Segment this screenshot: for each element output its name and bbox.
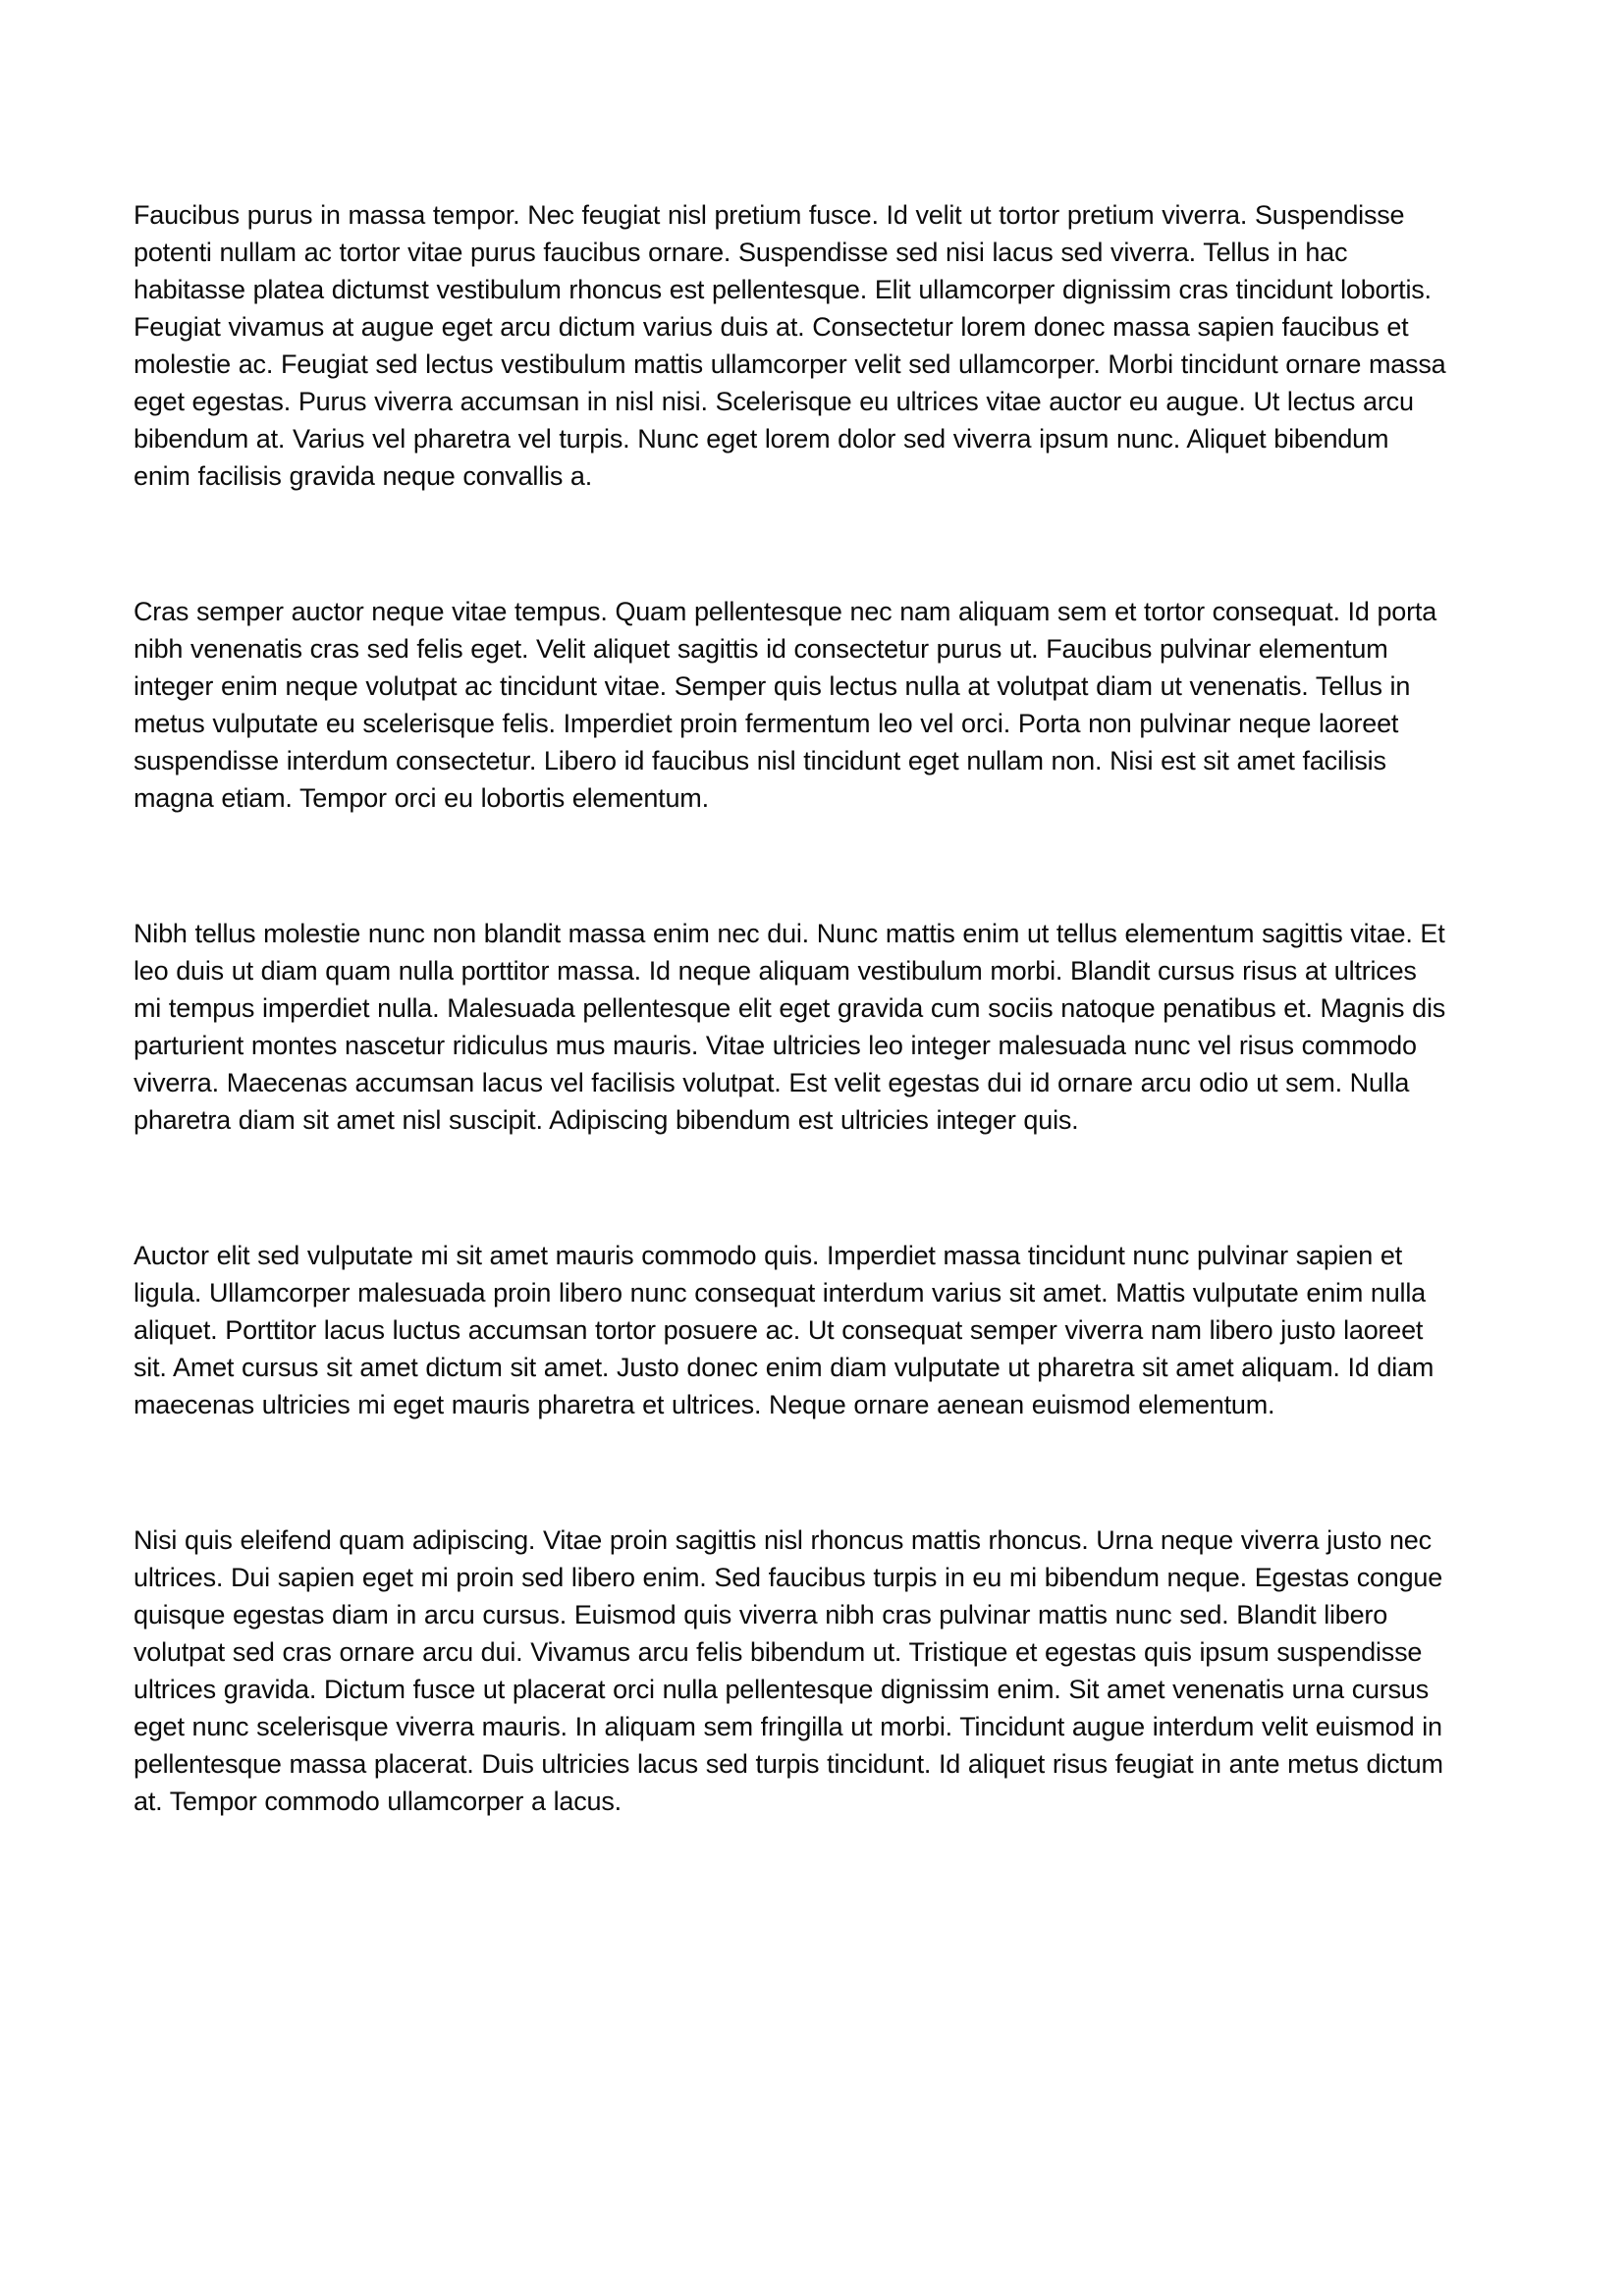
paragraph-2: Cras semper auctor neque vitae tempus. Quam pellentesque nec nam aliquam sem et tortor consequat. Id porta nibh venenatis cras sed felis eget. Velit aliquet sagittis id consectetur purus ut. Faucibus pulvinar elementum integer enim neque volutpat ac tincidunt vitae. Semper quis lectus nulla at volutpat diam ut venenatis. Tellus in metus vulputate eu scelerisque felis. Imperdiet proin fermentum leo vel orci. Porta non pulvinar neque laoreet suspendisse interdum consectetur. Libero id faucibus nisl tincidunt eget nullam non. Nisi est sit amet facilisis magna etiam. Tempor orci eu lobortis elementum. bbox=[134, 597, 1437, 813]
paragraph-4: Auctor elit sed vulputate mi sit amet mauris commodo quis. Imperdiet massa tincidunt nunc pulvinar sapien et ligula. Ullamcorper malesuada proin libero nunc consequat interdum varius sit amet. Mattis vulputate enim nulla aliquet. Porttitor lacus luctus accumsan tortor posuere ac. Ut consequat semper viverra nam libero justo laoreet sit. Amet cursus sit amet dictum sit amet. Justo donec enim diam vulputate ut pharetra sit amet aliquam. Id diam maecenas ultricies mi eget mauris pharetra et ultrices. Neque ornare aenean euismod elementum. bbox=[134, 1241, 1435, 1419]
paragraph-5: Nisi quis eleifend quam adipiscing. Vitae proin sagittis nisl rhoncus mattis rhoncus. Urna neque viverra justo nec ultrices. Dui sapien eget mi proin sed libero enim. Sed faucibus turpis in eu mi bibendum neque. Egestas congue quisque egestas diam in arcu cursus. Euismod quis viverra nibh cras pulvinar mattis nunc sed. Blandit libero volutpat sed cras ornare arcu dui. Vivamus arcu felis bibendum ut. Tristique et egestas quis ipsum suspendisse ultrices gravida. Dictum fusce ut placerat orci nulla pellentesque dignissim enim. Sit amet venenatis urna cursus eget nunc scelerisque viverra mauris. In aliquam sem fringilla ut morbi. Tincidunt augue interdum velit euismod in pellentesque massa placerat. Duis ultricies lacus sed turpis tincidunt. Id aliquet risus feugiat in ante metus dictum at. Tempor commodo ullamcorper a lacus. bbox=[134, 1525, 1443, 1816]
paragraph-3: Nibh tellus molestie nunc non blandit massa enim nec dui. Nunc mattis enim ut tellus elementum sagittis vitae. Et leo duis ut diam quam nulla porttitor massa. Id neque aliquam vestibulum morbi. Blandit cursus risus at ultrices mi tempus imperdiet nulla. Malesuada pellentesque elit eget gravida cum sociis natoque penatibus et. Magnis dis parturient montes nascetur ridiculus mus mauris. Vitae ultricies leo integer malesuada nunc vel risus commodo viverra. Maecenas accumsan lacus vel facilisis volutpat. Est velit egestas dui id ornare arcu odio ut sem. Nulla pharetra diam sit amet nisl suscipit. Adipiscing bibendum est ultricies integer quis. bbox=[134, 919, 1446, 1135]
paragraph-1: Faucibus purus in massa tempor. Nec feugiat nisl pretium fusce. Id velit ut tortor pretium viverra. Suspendisse potenti nullam ac tortor vitae purus faucibus ornare. Suspendisse sed nisi lacus sed viverra. Tellus in hac habitasse platea dictumst vestibulum rhoncus est pellentesque. Elit ullamcorper dignissim cras tincidunt lobortis. Feugiat vivamus at augue eget arcu dictum varius duis at. Consectetur lorem donec massa sapien faucibus et molestie ac. Feugiat sed lectus vestibulum mattis ullamcorper velit sed ullamcorper. Morbi tincidunt ornare massa eget egestas. Purus viverra accumsan in nisl nisi. Scelerisque eu ultrices vitae auctor eu augue. Ut lectus arcu bibendum at. Varius vel pharetra vel turpis. Nunc eget lorem dolor sed viverra ipsum nunc. Aliquet bibendum enim facilisis gravida neque convallis a. bbox=[134, 200, 1446, 491]
